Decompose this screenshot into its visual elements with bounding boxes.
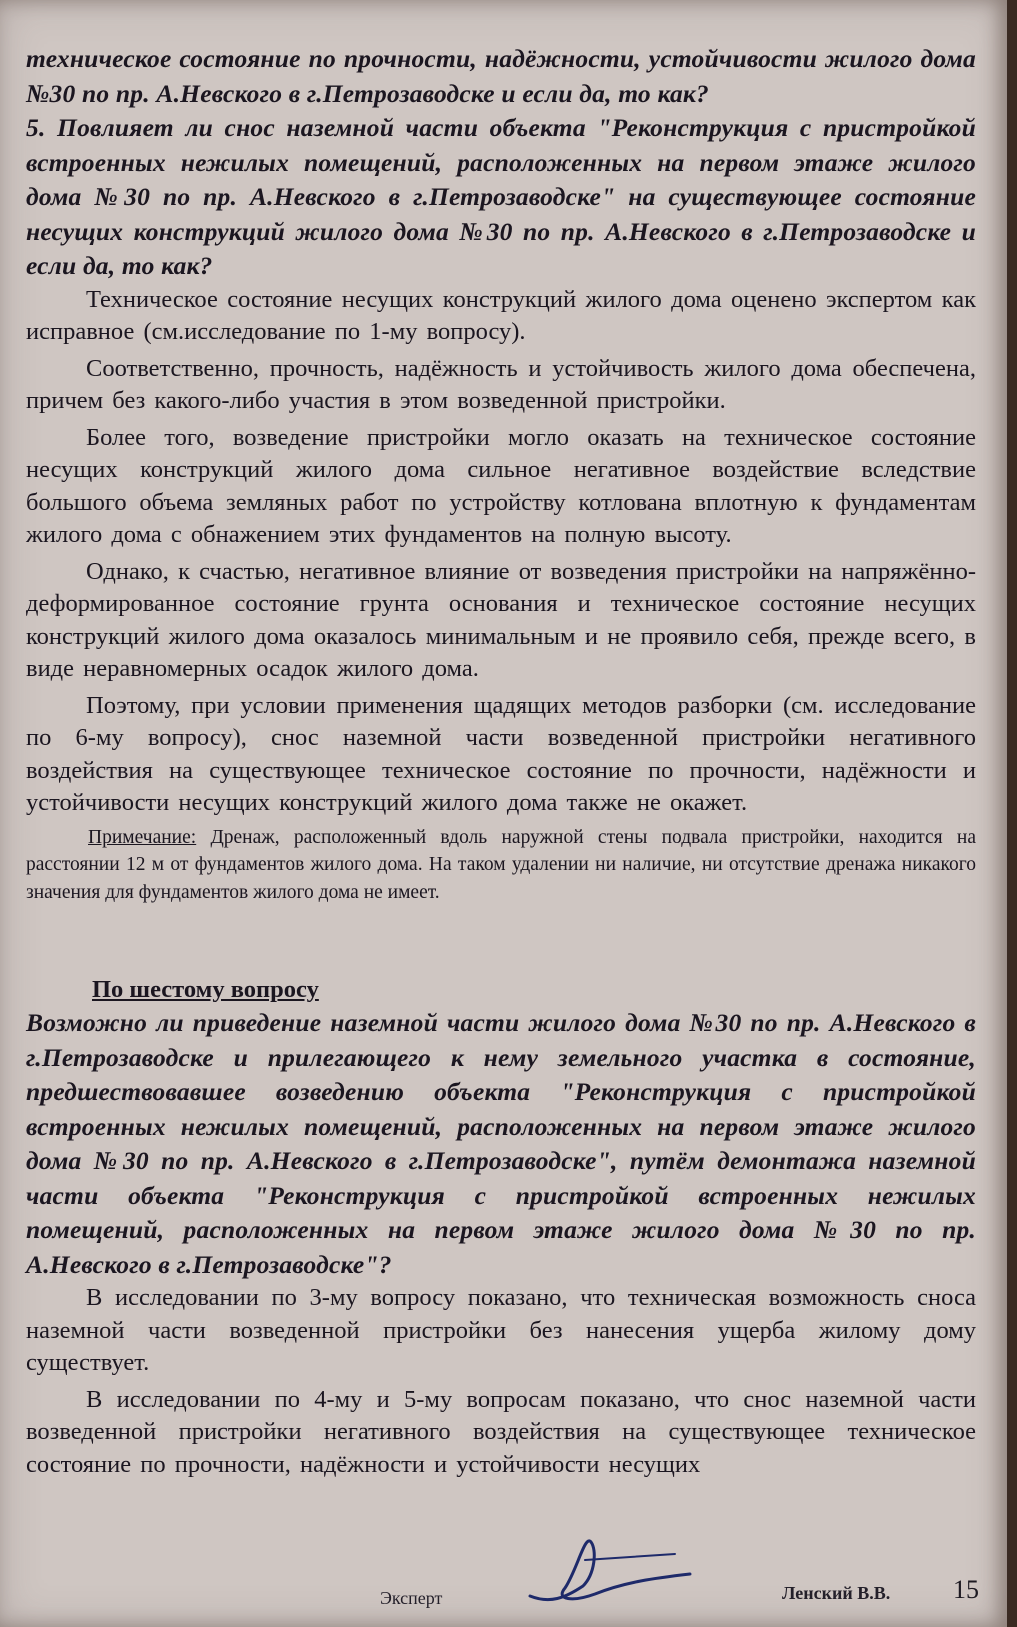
expert-label: Эксперт [380,1588,443,1608]
question-5: 5. Повлияет ли снос наземной части объекта "Реконструкция с пристройкой встроенных нежилых помещений, расположенных на первом этаже жилого дома №30 по пр. А.Невского в г.Петрозаводске" на существующее состояние несущих конструкций жилого дома №30 по пр. А.Невского в г.Петрозаводске и если да, то как? [26,113,976,280]
note-label: Примечание: [88,826,197,848]
page-content [26,42,976,1485]
section-6-paragraph-1: В исследовании по 3-му вопросу показано, что техническая возможность сноса наземной части возведенной пристройки без нанесения ущерба жилому дому существует. [26,1284,976,1376]
paragraph-3: Более того, возведение пристройки могло оказать на техническое состояние несущих конструкций жилого дома сильное негативное воздействие вследствие большого объема земляных работ по устройству котлована вплотную к фундаментам жилого дома с обнажением этих фундаментов на полную высоту. [26,423,976,548]
paragraph-1: Техническое состояние несущих конструкций жилого дома оценено экспертом как исправное (см.исследование по 1-му вопросу). [26,285,976,345]
question-6: Возможно ли приведение наземной части жилого дома №30 по пр. А.Невского в г.Петрозаводске и прилегающего к нему земельного участка в состояние, предшествовавшее возведению объекта "Реконструкция с пристройкой встроенных нежилых помещений, расположенных на первом этаже жилого дома №30 по пр. А.Невского в г.Петрозаводске", путём демонтажа наземной части объекта "Реконструкция с пристройкой встроенных нежилых помещений, расположенных на первом этаже жилого дома №30 по пр. А.Невского в г.Петрозаводске"? [26,1008,976,1279]
note-text: Дренаж, расположенный вдоль наружной стены подвала пристройки, находится на расстоянии 12 м от фундаментов жилого дома. На таком удалении ни наличие, ни отсутствие дренажа никакого значения для фундаментов жилого дома не имеет. [26,826,976,903]
paragraph-4: Однако, к счастью, негативное влияние от возведения пристройки на напряжённо-деформированное состояние грунта основания и техническое состояние несущих конструкций жилого дома оказалось минимальным и не проявило себя, прежде всего, в виде неравномерных осадок жилого дома. [26,557,976,682]
signature-icon [525,1530,715,1610]
page-number: 15 [953,1575,979,1604]
paragraph-5: Поэтому, при условии применения щадящих методов разборки (см. исследование по 6-му вопросу), снос наземной части возведенной пристройки негативного воздействия на существующее техническое состояние по прочности, надёжности и устойчивости несущих конструкций жилого дома также не окажет. [26,691,976,816]
note [26,824,976,907]
section-6-heading: По шестому вопросу [92,976,319,1003]
expert-name: Ленский В.В. [782,1583,891,1603]
paragraph-2: Соответственно, прочность, надёжность и устойчивость жилого дома обеспечена, причем без какого-либо участия в этом возведенной пристройки. [26,354,976,414]
question-5-continuation: техническое состояние по прочности, надёжности, устойчивости жилого дома №30 по пр. А.Невского в г.Петрозаводске и если да, то как? [26,44,976,108]
section-gap [26,906,976,974]
section-6-paragraph-2: В исследовании по 4-му и 5-му вопросам показано, что снос наземной части возведенной пристройки негативного воздействия на существующее техническое состояние по прочности, надёжности и устойчивости несущих [26,1385,976,1478]
